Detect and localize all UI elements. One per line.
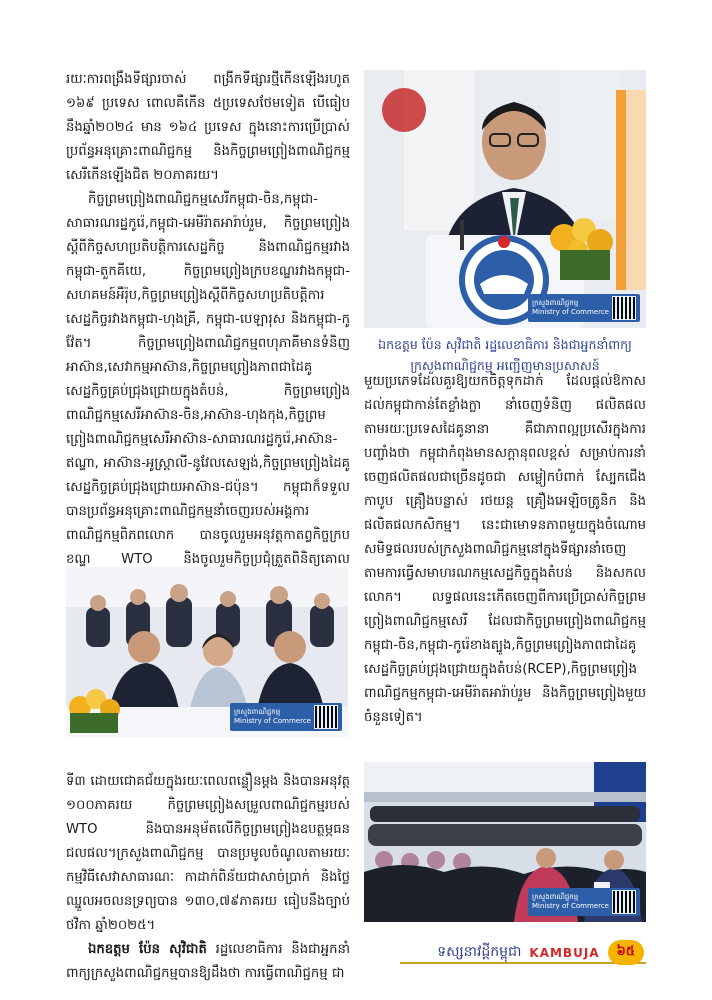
minister-photo (364, 70, 646, 328)
brand-name: KAMBUJA (529, 945, 600, 960)
qr-code-icon (612, 890, 636, 914)
qr-code-icon (612, 296, 636, 320)
badge-label-en: Ministry of Commerce (532, 308, 609, 316)
audience-photo (364, 762, 646, 922)
paragraph-text: រដ្ឋលេខាធិការ និងជាអ្នកនាំពាក្យក្រសួងពាណិជ្ជកម្មបានឱ្យដឹងថា ការធ្វើពាណិជ្ជកម្ម ជា (66, 942, 350, 981)
left-column-bottom (66, 770, 350, 981)
right-column (364, 370, 646, 750)
badge-label-en: Ministry of Commerce (234, 717, 311, 725)
left-column-top (66, 68, 350, 567)
paragraph: រយៈការពង្រឹងទីផ្សារចាស់ ពង្រីកទីផ្សារថ្មីកើនឡើងរហូត ១៦៩ ប្រទេស ពោលគឺកើន ៥ប្រទេសថែមទៀត បើធៀបនឹងឆ្នាំ២០២៤ មាន ១៦៤ ប្រទេស ក្នុងនោះការប្រើប្រាស់ប្រព័ន្ធអនុគ្រោះពាណិជ្ជកម្ម និងកិច្ចព្រមព្រៀងពាណិជ្ជកម្មសេរីកើនឡើងជិត ២០ភាគរយ។ (66, 72, 350, 183)
paragraph (66, 938, 350, 986)
badge-label-en: Ministry of Commerce (532, 902, 609, 910)
badge-label-kh: ក្រសួងពាណិជ្ជកម្ម (532, 299, 579, 307)
ministry-badge (230, 703, 342, 731)
qr-code-icon (314, 705, 338, 729)
footer (437, 940, 644, 965)
paragraph: ទី៣ ដោយជោគជ័យក្នុងរយៈពេលពន្លឿនម្តង និងបានអនុវត្ត ១០០ភាគរយ កិច្ចព្រមព្រៀងសម្រួលពាណិជ្ជកម្មរបស់ WTO និងបានអនុម័តលើកិច្ចព្រមព្រៀងឧបត្ថម្ភធនជលផល។ក្រសួងពាណិជ្ជកម្ម បានប្រមូលចំណូលតាមរយៈកម្មវិធីសេវាសាធារណៈ កាដាក់ពិន័យជាសាច់ប្រាក់ និងថ្លៃឈ្នួលអចលនទ្រព្យបាន ១៣០,៧៩ភាគរយ ធៀបនឹងច្បាប់ថវិកា ឆ្នាំ២០២៥។ (66, 774, 350, 933)
badge-label-kh: ក្រសួងពាណិជ្ជកម្ម (532, 893, 579, 901)
paragraph: មួយប្រភេទដែលគួរឱ្យយកចិត្តទុកដាក់ ដែលផ្តល់ឱកាសដល់កម្ពុជាកាន់តែខ្លាំងក្លា នាំចេញទំនិញ ផលិតផល តាមរយៈប្រទេសដៃគូនានា គឺជាភាពល្អប្រសើរក្នុងការបញ្ចាំងថា កម្ពុជាកំពុងមានសក្តានុពលខ្ពស់ សម្រាប់ការនាំចេញផលិតផលជាច្រើនដូចជា សម្លៀកបំពាក់ ស្បែកជើង កាបូប គ្រឿងបន្លាស់ រថយន្ត គ្រឿងអេឡិចត្រូនិក និងផលិតផលកសិកម្ម។ នេះជាមោទនភាពមួយក្នុងចំណោមសមិទ្ធផលរបស់ក្រសួងពាណិជ្ជកម្មនៅក្នុងទីផ្សារនាំចេញតាមការធ្វើសមាហរណកម្មសេដ្ឋកិច្ចក្នុងតំបន់ និងសកលលោក។ លទ្ធផលនេះកើតចេញពីការប្រើប្រាស់កិច្ចព្រមព្រៀងពាណិជ្ជកម្មសេរី ដែលជាកិច្ចព្រមព្រៀងពាណិជ្ជកម្មកម្ពុជា-ចិន,កម្ពុជា-កូរ៉េខាងត្បូង,កិច្ចព្រមព្រៀងភាពជាដៃគូសេដ្ឋកិច្ចគ្រប់ជ្រុងជ្រោយក្នុងតំបន់(RCEP),កិច្ចព្រមព្រៀងពាណិជ្ជកម្មកម្ពុជា-អេមីរ៉ាតអារ៉ាប់រួម និងកិច្ចព្រមព្រៀងមួយចំនួនទៀត។ (364, 374, 646, 725)
meeting-photo (66, 567, 348, 737)
badge-label-kh: ក្រសួងពាណិជ្ជកម្ម (234, 708, 281, 716)
minister-illustration (364, 70, 646, 328)
page-number: ៦៥ (608, 940, 644, 965)
ministry-badge (528, 888, 640, 916)
photo-caption: ឯកឧត្តម ប៉ែន សុវិជាតិ រដ្ឋលេខាធិការ និងជាអ្នកនាំពាក្យក្រសួងពាណិជ្ជកម្ម អញ្ជើញមានប្រសាសន៍ (378, 337, 632, 373)
paragraph: កិច្ចព្រមព្រៀងពាណិជ្ជកម្មសេរីកម្ពុជា-ចិន,កម្ពុជា-សាធារណរដ្ឋកូរ៉េ,កម្ពុជា-អេមីរ៉ាតអារ៉ាប់រួម, កិច្ចព្រមព្រៀងស្តីពីកិច្ចសហប្រតិបត្តិការសេដ្ឋកិច្ច និងពាណិជ្ជកម្មរវាងកម្ពុជា-តួកគីយេ, កិច្ចព្រមព្រៀងក្របខណ្ឌរវាងកម្ពុជា-សហគមន៍អឺរ៉ុប,កិច្ចព្រមព្រៀងស្តីពីកិច្ចសហប្រតិបត្តិការសេដ្ឋកិច្ចរវាងកម្ពុជា-ហុងគ្រី, កម្ពុជា-បេឡារុស និងកម្ពុជា-កូវ៉ែត។ កិច្ចព្រមព្រៀងពាណិជ្ជកម្មពហុភាគីមានទំនិញអាស៊ាន,សេវាកម្មអាស៊ាន,កិច្ចព្រមព្រៀងភាពជាដៃគូសេដ្ឋកិច្ចគ្រប់ជ្រុងជ្រោយក្នុងតំបន់, កិច្ចព្រមព្រៀងពាណិជ្ជកម្មសេរីអាស៊ាន-ចិន,អាស៊ាន-ហុងកុង,កិច្ចព្រមព្រៀងពាណិជ្ជកម្មសេរីអាស៊ាន-សាធារណរដ្ឋកូរ៉េ,អាស៊ាន-ឥណ្ឌា, អាស៊ាន-អូស្ត្រាលី-នូវែលសេឡង់,កិច្ចព្រមព្រៀងដៃគូសេដ្ឋកិច្ចគ្រប់ជ្រុងជ្រោយអាស៊ាន-ជប៉ុន។ កម្ពុជាក៏ទទួលបានប្រព័ន្ធអនុគ្រោះពាណិជ្ជកម្មនាំចេញរបស់អង្គការពាណិជ្ជកម្មពិភពលោក បានចូលរួមអនុវត្តកាតព្វកិច្ចក្របខណ្ឌ WTO និងចូលរួមកិច្ចប្រជុំត្រួតពិនិត្យគោល (66, 192, 350, 567)
speaker-name: ឯកឧត្តម ប៉ែន សុវិជាតិ (88, 942, 207, 957)
ministry-badge (528, 294, 640, 322)
magazine-name: ទស្សនាវដ្តីកម្ពុជា (437, 944, 522, 960)
